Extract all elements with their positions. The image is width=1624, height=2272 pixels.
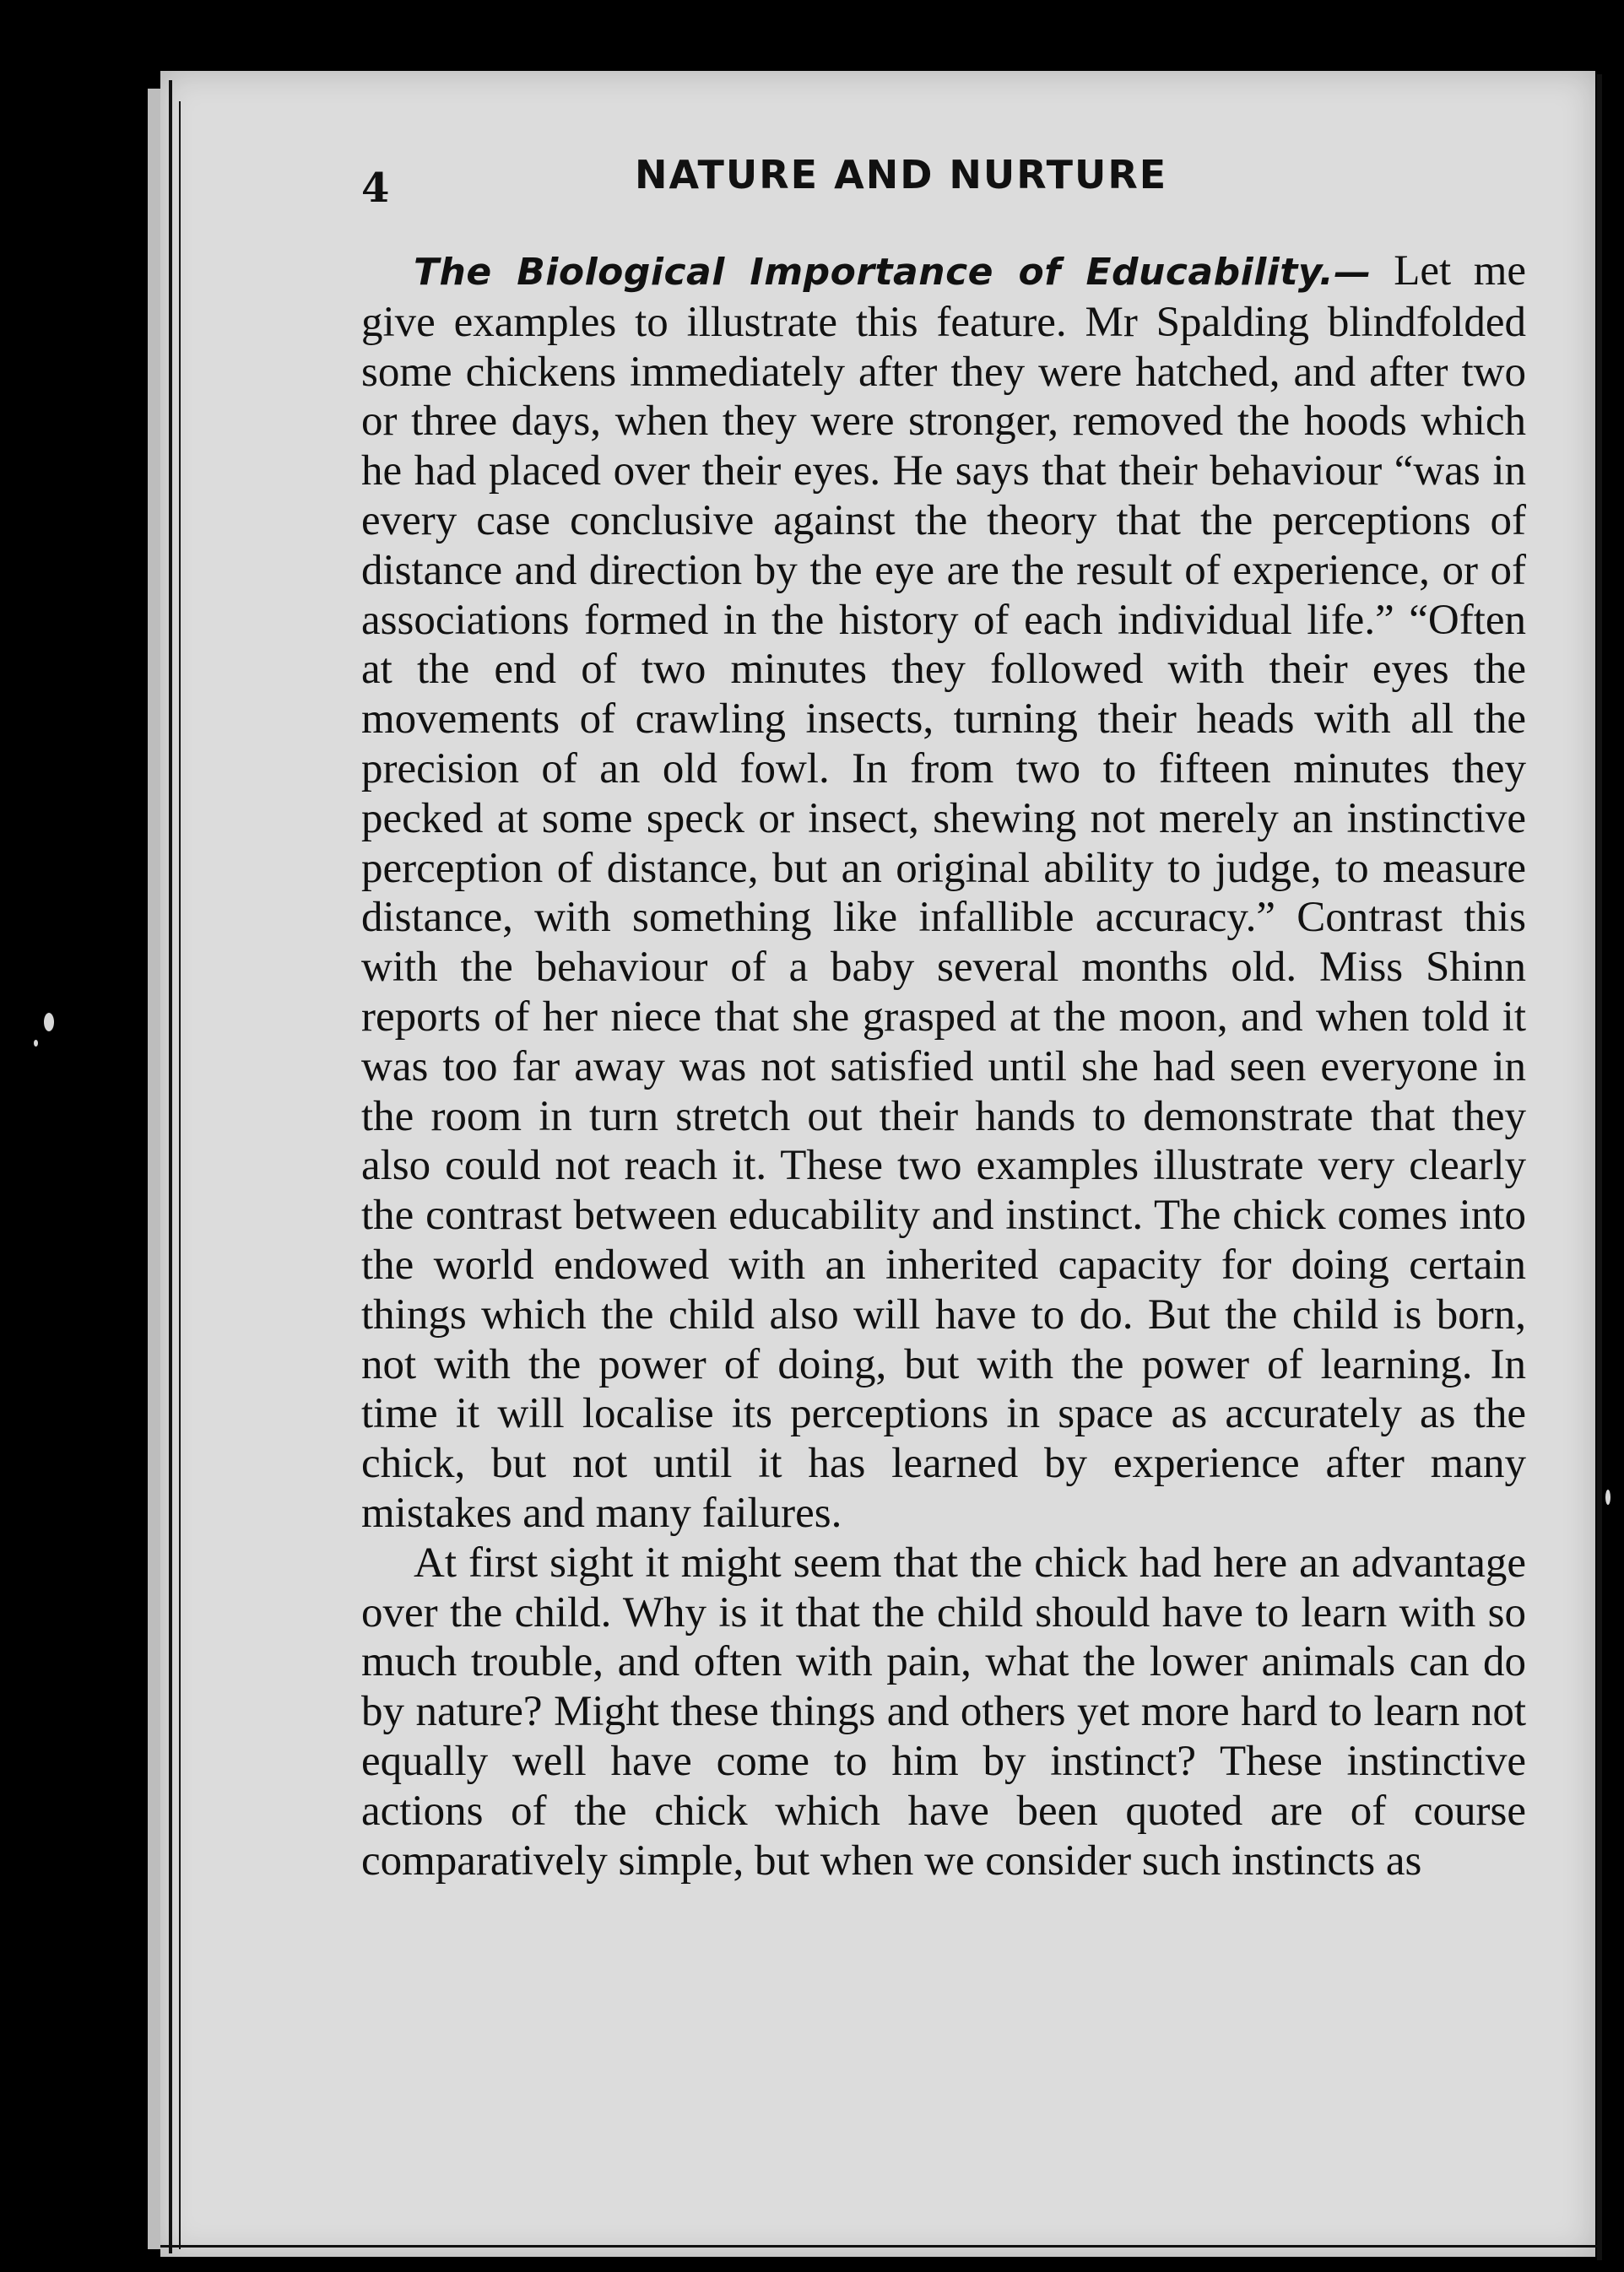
right-border-line	[1597, 74, 1602, 2260]
running-head: NATURE AND NURTURE	[635, 152, 1168, 197]
left-border-line	[169, 80, 172, 2253]
left-border-line-inner	[179, 101, 181, 2249]
page-number: 4	[361, 165, 390, 212]
paragraph-text: Let me give examples to illustrate this feature. Mr Spalding blindfolded some chickens immediately after they were hatched, and after two or three days, when they were stronger, removed the hoods which he had placed over their eyes. He says that their behaviour “was in every case conclusive against the theory that the perceptions of distance and direction by the eye are the result of experience, or of associations formed in the history of each individual life.” “Often at the end of two minutes they followed with their eyes the movements of crawling insects, turning their heads with all the precision of an old fowl. In from two to fifteen minutes they pecked at some speck or insect, shewing not merely an instinctive perception of distance, but an original ability to judge, to measure distance, with something like infallible accuracy.” Contrast this with the behaviour of a baby several months old. Miss Shinn reports of her niece that she grasped at the moon, and when told it was too far away was not satisfied until she had seen everyone in the room in turn stretch out their hands to demonstrate that they also could not reach it. These two examples illustrate very clearly the contrast between educability and instinct. The chick comes into the world endowed with an inherited capacity for doing certain things which the child also will have to do. But the child is born, not with the power of doing, but with the power of learning. In time it will localise its perceptions in space as accurately as the chick, but not until it has learned by experience after many mistakes and many failures.	[361, 247, 1526, 1537]
paragraph	[361, 246, 1526, 1539]
body-text	[361, 246, 1526, 1885]
margin-speck	[44, 1013, 54, 1031]
margin-speck	[34, 1040, 38, 1047]
bottom-border-line	[160, 2245, 1600, 2248]
section-heading: The Biological Importance of Educability.—	[414, 251, 1372, 294]
margin-speck	[1605, 1490, 1610, 1505]
paragraph-text: At first sight it might seem that the chick had here an advantage over the child. Why is it that the child should have to learn with so much trouble, and often with pain, what the lower animals can do by nature? Might these things and others yet more hard to learn not equally well have come to him by instinct? These instinctive actions of the chick which have been quoted are of course comparatively simple, but when we consider such instincts as	[361, 1539, 1526, 1885]
paragraph	[361, 1539, 1526, 1886]
